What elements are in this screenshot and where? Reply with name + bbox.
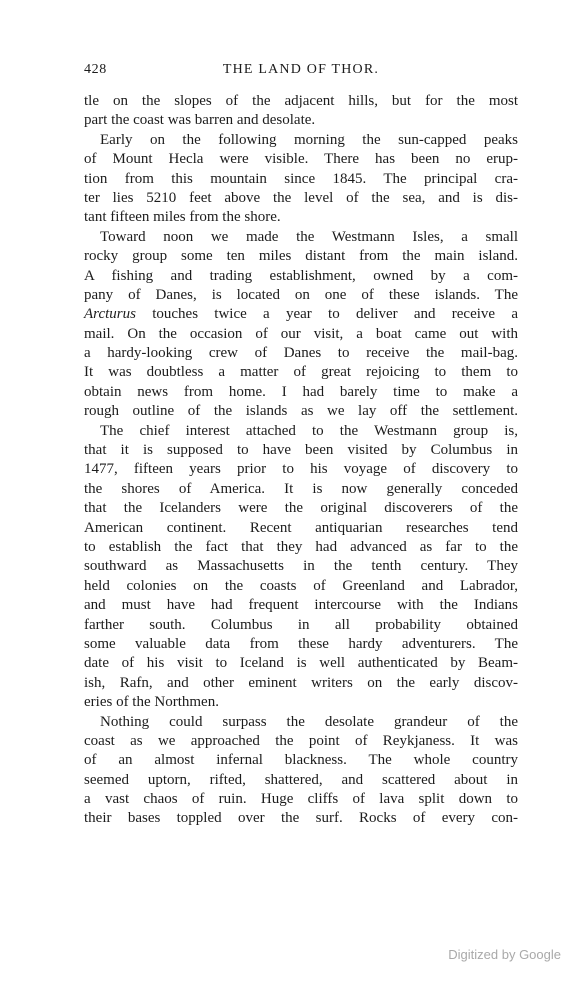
text-line: The chief interest attached to the Westmann group is, [100,422,518,439]
text-line: to establish the fact that they had advanced as far to the [84,538,518,555]
text-line: a vast chaos of ruin. Huge cliffs of lava split down to [84,791,518,808]
text-line: It was doubtless a matter of great rejoicing to them to [84,364,518,381]
text-line: ish, Rafn, and other eminent writers on the early discov- [84,674,518,691]
text-line: eries of the Northmen. [84,694,219,711]
text-line: ter lies 5210 feet above the level of the sea, and is dis- [84,189,518,206]
text-line: that the Icelanders were the original discoverers of the [84,500,518,517]
text-line: mail. On the occasion of our visit, a boat came out with [84,325,518,342]
italic-ship-name: Arcturus [84,306,136,323]
text-line: American continent. Recent antiquarian researches tend [84,519,518,536]
text-line: coast as we approached the point of Reykjaness. It was [84,732,518,749]
text-line: Nothing could surpass the desolate grandeur of the [100,713,518,730]
text-line: some valuable data from these hardy adventurers. The [84,635,518,652]
text-line [84,305,518,324]
text-line: part the coast was barren and desolate. [84,112,316,129]
text-line: pany of Danes, is located on one of these islands. The [84,286,518,303]
text-line: rocky group some ten miles distant from the main island. [84,248,518,265]
text-line: of Mount Hecla were visible. There has been no erup- [84,151,518,168]
text-line: farther south. Columbus in all probability obtained [84,616,518,633]
body-text [84,92,518,829]
page-number: 428 [84,62,107,77]
text-line: A fishing and trading establishment, owned by a com- [84,267,518,284]
text-line: obtain news from home. I had barely time to make a [84,383,518,400]
text-line: tle on the slopes of the adjacent hills, but for the most [84,93,518,109]
text-line: a hardy-looking crew of Danes to receive the mail-bag. [84,345,518,362]
text-line: the shores of America. It is now generally conceded [84,480,518,497]
digitized-watermark: Digitized by Google [448,947,561,962]
text-line: of an almost infernal blackness. The whole country [84,752,518,769]
text-line: tion from this mountain since 1845. The principal cra- [84,170,518,187]
text-line: their bases toppled over the surf. Rocks of every con- [84,810,518,827]
text-line: and must have had frequent intercourse with the Indians [84,597,518,614]
text-line: rough outline of the islands as we lay off the settlement. [84,403,518,420]
text-line: Early on the following morning the sun-capped peaks [100,131,518,148]
line-rest: touches twice a year to deliver and receive a [135,306,518,323]
text-line: Toward noon we made the Westmann Isles, a small [100,228,518,245]
text-line: seemed uptorn, rifted, shattered, and scattered about in [84,771,518,788]
text-line: date of his visit to Iceland is well authenticated by Beam- [84,655,518,672]
page-header [84,60,518,80]
text-line: tant fifteen miles from the shore. [84,209,281,226]
text-line: held colonies on the coasts of Greenland and Labrador, [84,577,518,594]
text-line: that it is supposed to have been visited by Columbus in [84,442,518,459]
running-head: THE LAND OF THOR. [222,62,380,77]
text-line: southward as Massachusetts in the tenth century. They [84,558,518,575]
text-line: 1477, fifteen years prior to his voyage of discovery to [84,461,518,478]
